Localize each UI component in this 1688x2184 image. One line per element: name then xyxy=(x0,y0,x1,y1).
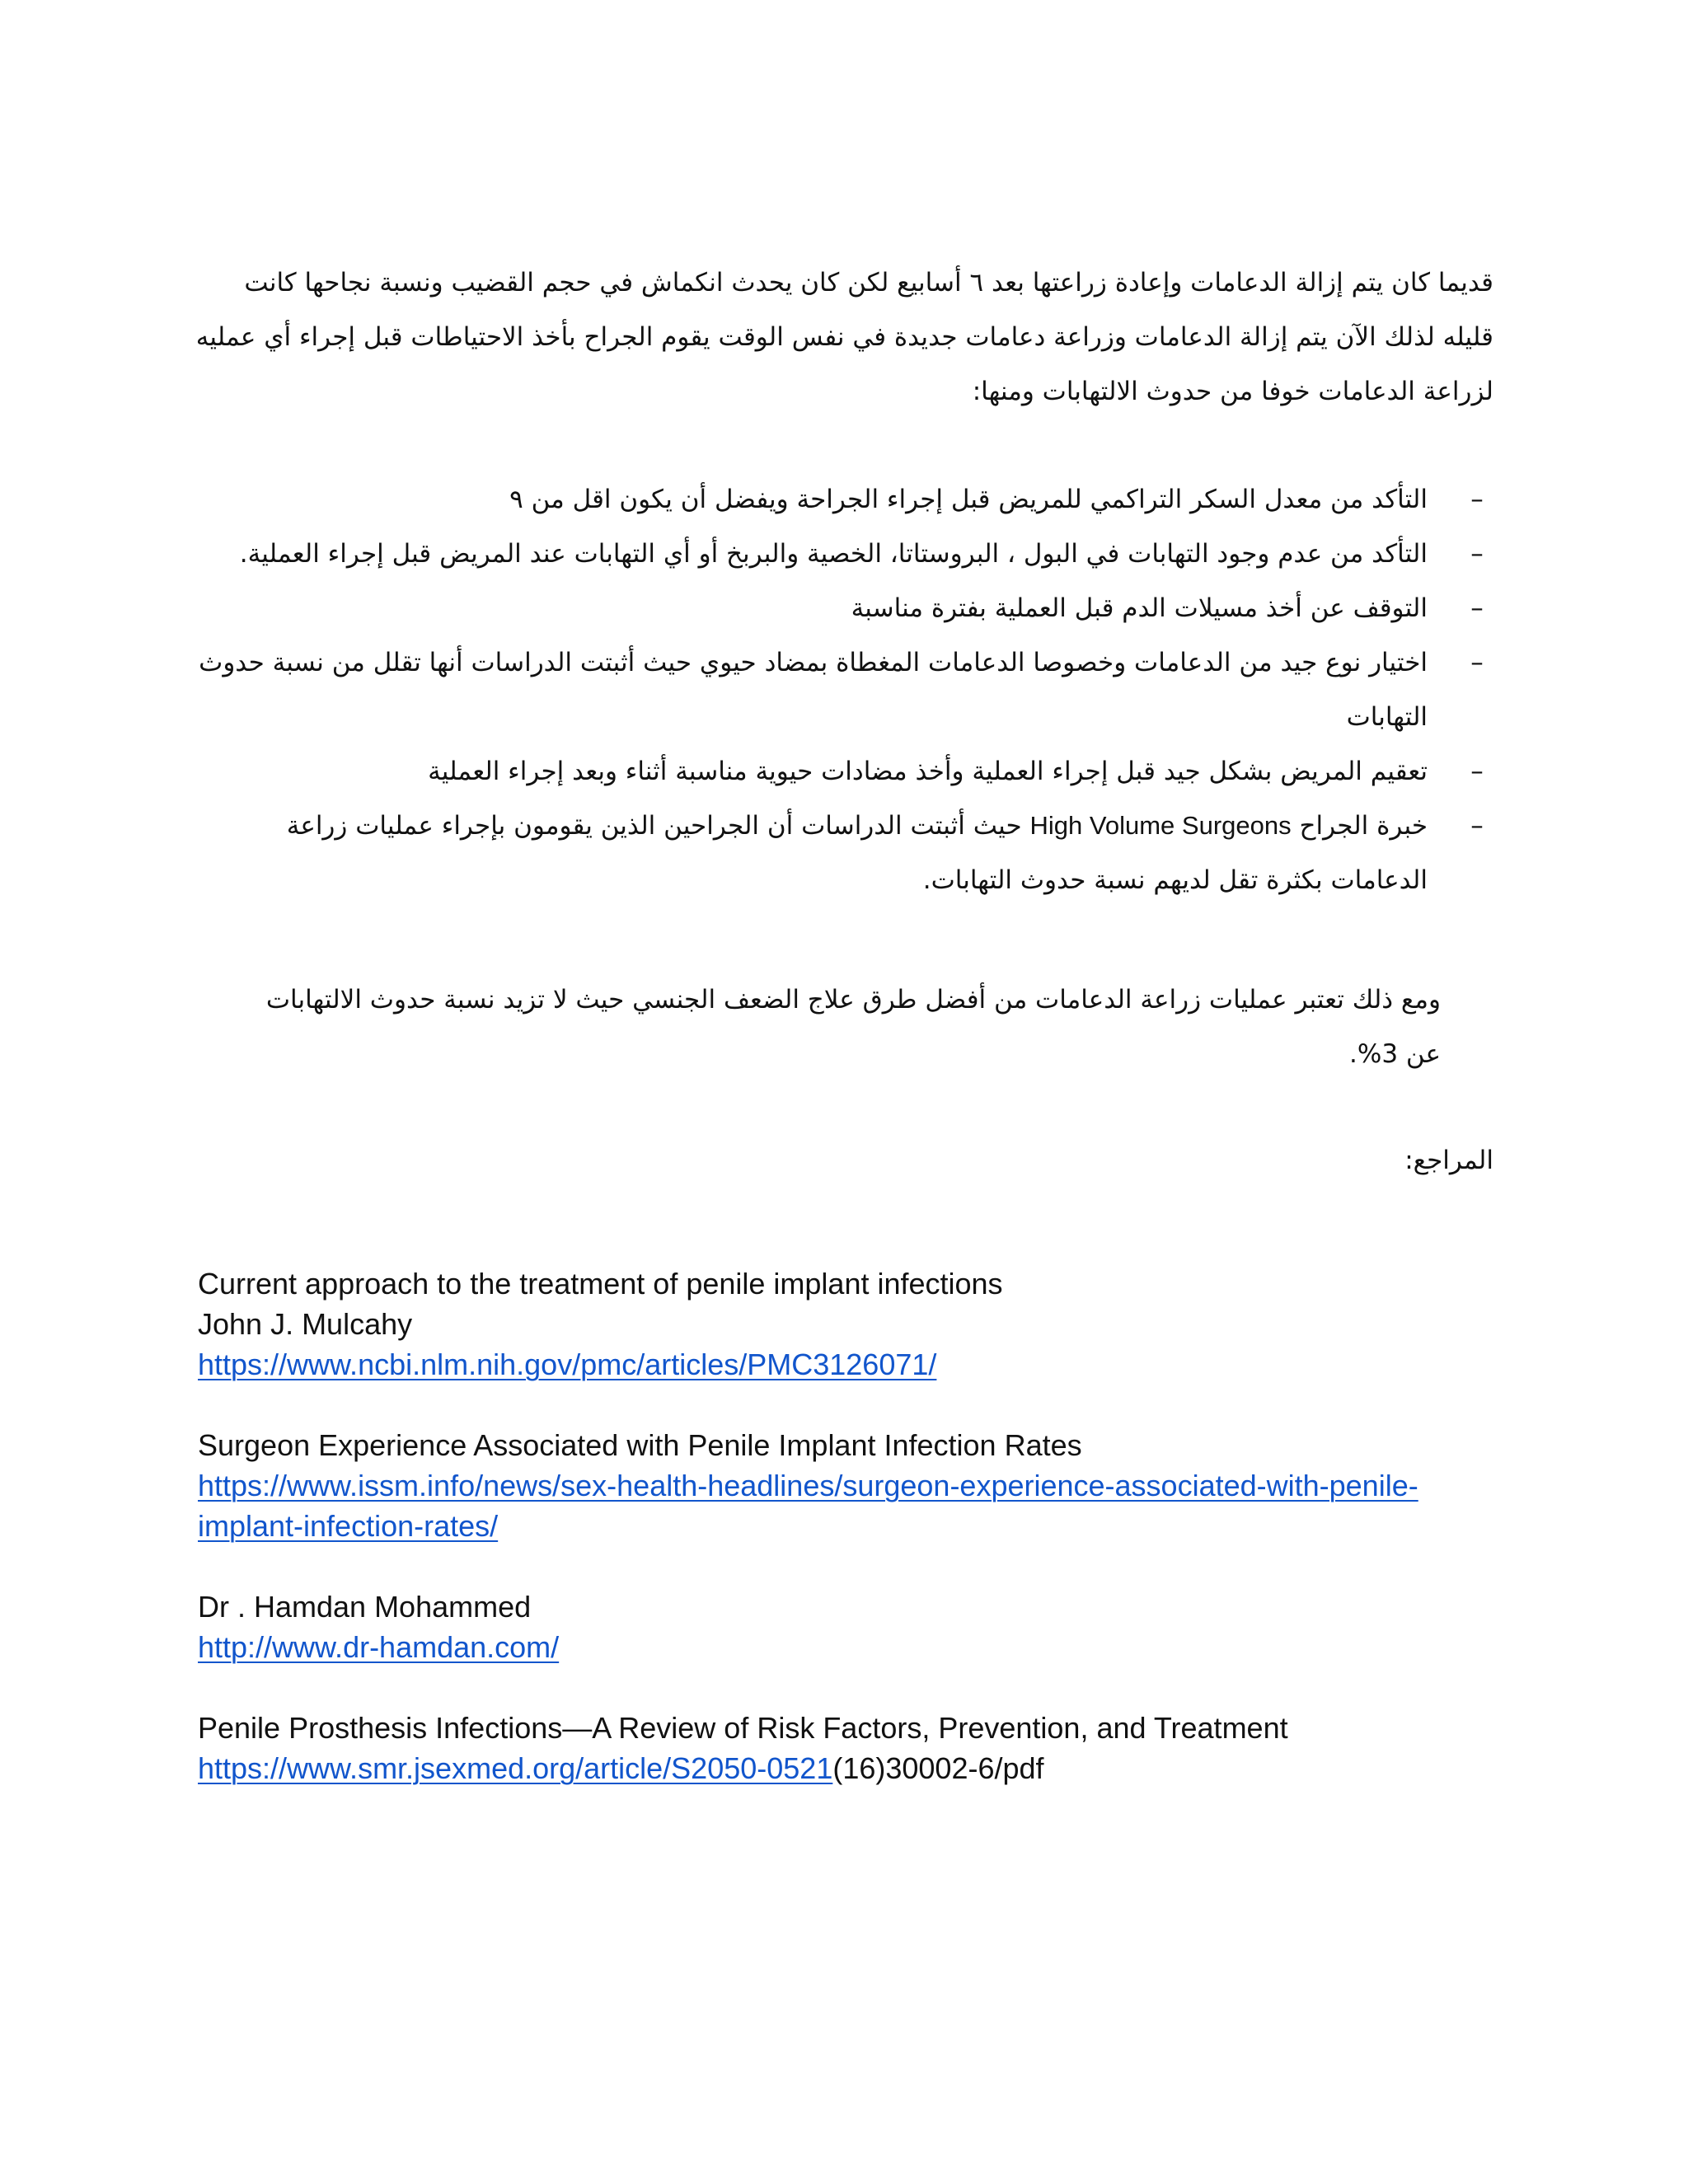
reference-link-tail: (16)30002-6/pdf xyxy=(832,1751,1044,1785)
closing-line: عن 3%. xyxy=(1349,1039,1441,1069)
list-item xyxy=(191,799,1493,907)
bullet-dash: – xyxy=(1470,485,1484,514)
list-item xyxy=(191,472,1493,527)
reference-title: Current approach to the treatment of penile implant infections xyxy=(198,1267,1003,1301)
reference-title: Surgeon Experience Associated with Penile Implant Infection Rates xyxy=(198,1428,1082,1462)
bullet-dash: – xyxy=(1470,648,1484,677)
intro-line: لزراعة الدعامات خوفا من حدوث الالتهابات ومنها: xyxy=(972,377,1493,406)
list-item xyxy=(191,744,1493,799)
intro-line: قليله لذلك الآن يتم إزالة الدعامات وزراعة دعامات جديدة في نفس الوقت يقوم الجراح بأخذ الاحتياطات قبل إجراء أي عمليه xyxy=(195,322,1493,352)
reference-link[interactable]: https://www.ncbi.nlm.nih.gov/pmc/articles/PMC3126071/ xyxy=(198,1347,937,1381)
english-term: High Volume Surgeons xyxy=(1029,811,1292,840)
reference-link-continued[interactable]: implant-infection-rates/ xyxy=(198,1509,499,1543)
closing-line: ومع ذلك تعتبر عمليات زراعة الدعامات من أفضل طرق علاج الضعف الجنسي حيث لا تزيد نسبة حدوث الالتهابات xyxy=(265,985,1441,1015)
reference-author: John J. Mulcahy xyxy=(198,1307,413,1341)
list-item xyxy=(191,527,1493,581)
reference-item xyxy=(198,1425,1533,1546)
list-item-text-start: خبرة الجراح xyxy=(1299,811,1428,841)
list-item-text xyxy=(191,799,1428,907)
list-item-text: التوقف عن أخذ مسيلات الدم قبل العملية بفترة مناسبة xyxy=(851,593,1428,623)
list-item-text: اختيار نوع جيد من الدعامات وخصوصا الدعامات المغطاة بمضاد حيوي حيث أثبتت الدراسات أنها تقلل من نسبة حدوث التهابات xyxy=(199,648,1428,732)
bullet-dash: – xyxy=(1470,539,1484,569)
intro-paragraph xyxy=(191,255,1493,419)
list-item-text: التأكد من عدم وجود التهابات في البول ، البروستاتا، الخصية والبربخ أو أي التهابات عند المريض قبل إجراء العملية. xyxy=(239,539,1428,569)
precautions-list xyxy=(191,472,1493,907)
list-item xyxy=(191,635,1493,744)
reference-title: Penile Prosthesis Infections—A Review of Risk Factors, Prevention, and Treatment xyxy=(198,1711,1288,1745)
reference-item xyxy=(198,1708,1533,1788)
reference-title: Dr . Hamdan Mohammed xyxy=(198,1590,532,1624)
bullet-dash: – xyxy=(1470,757,1484,786)
references-list xyxy=(198,1263,1533,1829)
list-item-text: تعقيم المريض بشكل جيد قبل إجراء العملية وأخذ مضادات حيوية مناسبة أثناء وبعد إجراء العملية xyxy=(428,757,1428,786)
intro-line: قديما كان يتم إزالة الدعامات وإعادة زراعتها بعد ٦ أسابيع لكن كان يحدث انكماش في حجم القضيب ونسبة نجاحها كانت xyxy=(244,268,1493,298)
bullet-dash: – xyxy=(1470,593,1484,623)
list-item-text-end: حيث أثبتت الدراسات أن الجراحين الذين يقومون بإجراء عمليات زراعة الدعامات بكثرة تقل لديهم نسبة حدوث التهابات. xyxy=(286,811,1428,895)
reference-item xyxy=(198,1586,1533,1667)
reference-link[interactable]: https://www.smr.jsexmed.org/article/S2050-0521 xyxy=(198,1751,833,1785)
reference-link[interactable]: https://www.issm.info/news/sex-health-headlines/surgeon-experience-associated-with-penile- xyxy=(198,1469,1418,1502)
reference-link[interactable]: http://www.dr-hamdan.com/ xyxy=(198,1630,560,1664)
list-item-text: التأكد من معدل السكر التراكمي للمريض قبل إجراء الجراحة ويفضل أن يكون اقل من ٩ xyxy=(509,485,1428,514)
references-heading: المراجع: xyxy=(1404,1146,1493,1175)
reference-item xyxy=(198,1263,1533,1385)
bullet-dash: – xyxy=(1470,811,1484,841)
list-item xyxy=(191,581,1493,635)
closing-paragraph xyxy=(191,972,1441,1081)
